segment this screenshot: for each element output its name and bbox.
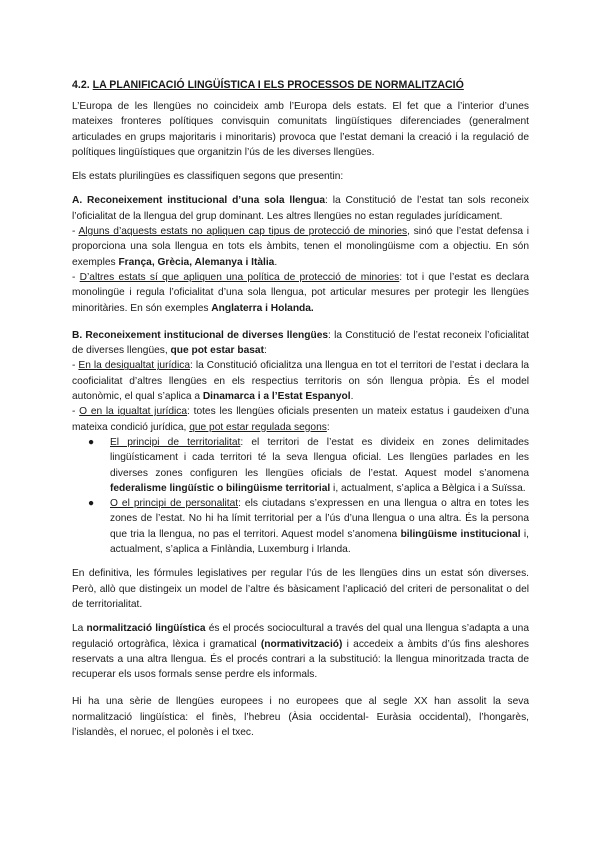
section-b-paragraph: B. Reconeixement institucional de diverses llengües: la Constitució de l’estat reconeix l’oficialitat de diverses llengües, que pot estar basat: [72,329,529,357]
section-a-title: A. Reconeixement institucional d’una sola llengua [72,195,326,207]
section-b-title: B. Reconeixement institucional de diverses llengües [72,329,329,341]
principles-list [72,435,529,557]
list-item: ● El principi de territorialitat: el territori de l’estat es divideix en zones delimitades lingüísticament i cada territori té la seva llengua oficial. Les llengües parlades en les diverses zones configuren les llengües oficials de l’estat. Aquest model s’anomena federalisme lingüístic o bilingüisme territorial i, actualment, s’aplica a Bèlgica i a Suïssa. [88,436,530,494]
document-page [72,78,529,740]
list-item: ● O el principi de personalitat: els ciutadans s’expressen en una llengua o altra en totes les zones de l’estat. No hi ha límit territorial per a l’ús d’una llengua o una altra. És la persona que tria la llengua, no pas el territori. Aquest model s’anomena bilingüisme institucional i, actualment, s’aplica a Finlàndia, Luxemburg i Irlanda. [88,498,529,556]
conclusion-paragraph: En definitiva, les fórmules legislatives per regular l’ús de les llengües dins un estat són diverses. Però, allò que distingeix un model de l’altre és bàsicament l’aplicació del criteri de personalitat o del de territorialitat. [72,568,529,610]
intro-paragraph: L’Europa de les llengües no coincideix amb l’Europa dels estats. El fet que a l’interior d’unes mateixes fronteres polítiques convisquin comunitats lingüístiques diferenciades (generalment articulades en grups majoritaris i minoritaris) provoca que l’estat demani la creació i la regulació de polítiques lingüístiques que organitzin l’ús de les diverses llengües. [72,101,529,158]
section-a-item-2: - D’altres estats sí que apliquen una política de protecció de minories: tot i que l’estat es declara monolingüe i regula l’oficialitat d’una sola llengua, pot articular mesures per protegir les llengües minoritàries. En són exemples Anglaterra i Holanda. [72,271,529,314]
classify-paragraph: Els estats plurilingües es classifiquen segons que presentin: [72,171,344,183]
bullet-icon: ● [88,498,95,510]
section-a-paragraph: A. Reconeixement institucional d’una sola llengua: la Constitució de l’estat tan sols reconeix l’oficialitat de la llengua del grup dominant. Les altres llengües no estan regulades jurídicament. [72,195,529,222]
final-paragraph: Hi ha una sèrie de llengües europees i no europees que al segle XX han assolit la seva normalització lingüística: el finès, l’hebreu (Àsia occidental- Euràsia occidental), l’hongarès, l’islandès, el noruec, el polonès i el txec. [72,696,529,738]
section-b-item-2: - O en la igualtat jurídica: totes les llengües oficials presenten un mateix estatus i gaudeixen d’una mateixa condició jurídica, que pot estar regulada segons: [72,406,529,433]
bullet-icon: ● [88,436,95,448]
section-heading [72,78,529,93]
normalization-paragraph: La normalització lingüística és el procés sociocultural a través del qual una llengua s’adapta a una regulació ortogràfica, lèxica i gramatical (normativització) i accedeix a àmbits d’ús fins aleshores reservats a una altra llengua. És el procés contrari a la substitució: la llengua minoritzada tracta de recuperar els usos formals sense perdre els informals. [72,623,530,681]
heading-number: 4.2. [72,79,90,91]
section-b-item-1: - En la desigualtat jurídica: la Constitució oficialitza una llengua en tot el territori de l’estat i declara la cooficialitat d’altres llengües en els respectius territoris on són llengua pròpia. És el model autonòmic, el qual s’aplica a Dinamarca i a l’Estat Espanyol. [72,360,530,403]
heading-title: LA PLANIFICACIÓ LINGÜÍSTICA I ELS PROCESSOS DE NORMALITZACIÓ [92,79,464,91]
section-a-item-1: - Alguns d’aquests estats no apliquen cap tipus de protecció de minories, sinó que l’estat defensa i proporciona una sola llengua en tots els àmbits, tenen el monolingüisme com a objectiu. En són exemples França, Grècia, Alemanya i Itàlia. [72,226,529,268]
